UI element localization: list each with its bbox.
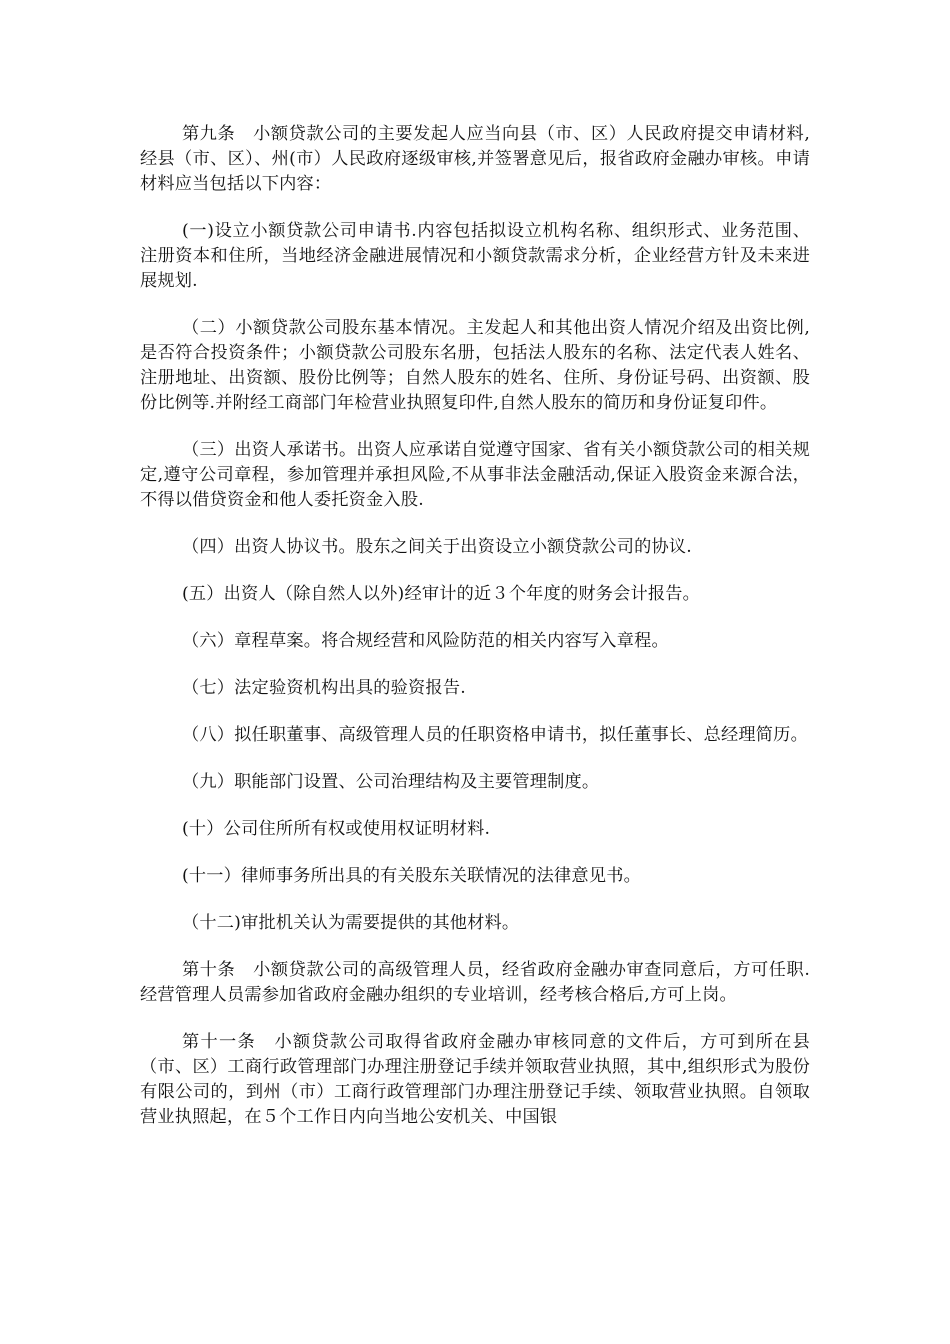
list-item-11: (十一）律师事务所出具的有关股东关联情况的法律意见书。 <box>182 866 641 886</box>
list-item-3: （三）出资人承诺书。出资人应承诺自觉遵守国家、省有关小额贷款公司的相关规定,遵守公司章程，参加管理并承担风险,不从事非法金融活动,保证入股资金来源合法，不得以借贷资金和他人委托资金入股. <box>140 440 810 510</box>
article-10-paragraph: 第十条 小额贷款公司的高级管理人员，经省政府金融办审查同意后，方可任职.经营管理人员需参加省政府金融办组织的专业培训，经考核合格后,方可上岗。 <box>140 960 810 1005</box>
list-item-4: （四）出资人协议书。股东之间关于出资设立小额贷款公司的协议. <box>182 537 692 557</box>
list-item-9: （九）职能部门设置、公司治理结构及主要管理制度。 <box>182 772 600 792</box>
list-item-6: （六）章程草案。将合规经营和风险防范的相关内容写入章程。 <box>182 631 669 651</box>
list-item-2: （二）小额贷款公司股东基本情况。主发起人和其他出资人情况介绍及出资比例,是否符合投资条件；小额贷款公司股东名册，包括法人股东的名称、法定代表人姓名、注册地址、出资额、股份比例等；自然人股东的姓名、住所、身份证号码、出资额、股份比例等.并附经工商部门年检营业执照复印件,自然人股东的简历和身份证复印件。 <box>140 318 810 413</box>
list-item-10: (十）公司住所所有权或使用权证明材料. <box>182 819 491 839</box>
list-item-1: (一)设立小额贷款公司申请书.内容包括拟设立机构名称、组织形式、业务范围、注册资本和住所，当地经济金融进展情况和小额贷款需求分析，企业经营方针及未来进展规划. <box>140 221 810 291</box>
list-item-7: （七）法定验资机构出具的验资报告. <box>182 678 466 698</box>
list-item-12: （十二)审批机关认为需要提供的其他材料。 <box>182 913 520 933</box>
document-body <box>140 122 810 1152</box>
list-item-5: (五）出资人（除自然人以外)经审计的近３个年度的财务会计报告。 <box>182 584 701 604</box>
list-item-8: （八）拟任职董事、高级管理人员的任职资格申请书，拟任董事长、总经理简历。 <box>182 725 808 745</box>
article-11-paragraph: 第十一条 小额贷款公司取得省政府金融办审核同意的文件后，方可到所在县（市、区）工商行政管理部门办理注册登记手续并领取营业执照，其中,组织形式为股份有限公司的，到州（市）工商行政管理部门办理注册登记手续、领取营业执照。自领取营业执照起，在５个工作日内向当地公安机关、中国银 <box>140 1032 810 1127</box>
article-9-paragraph: 第九条 小额贷款公司的主要发起人应当向县（市、区）人民政府提交申请材料,经县（市、区）、州(市）人民政府逐级审核,并签署意见后，报省政府金融办审核。申请材料应当包括以下内容： <box>140 124 810 194</box>
